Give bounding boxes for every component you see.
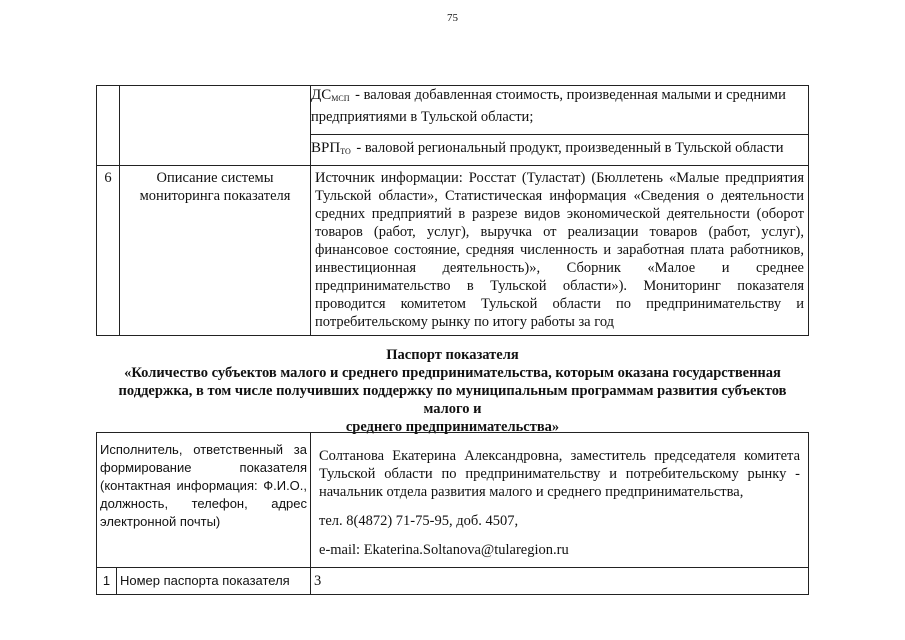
empty-label-cell <box>120 86 311 166</box>
passport-subtitle-line: «Количество субъектов малого и среднего предпринимательства, которым оказана государственная <box>124 365 781 381</box>
executor-label-cell <box>97 433 311 568</box>
passport-title: Паспорт показателя <box>386 347 519 363</box>
formula-symbol: ДС <box>311 87 332 103</box>
formula-symbol: ВРП <box>311 140 341 156</box>
row-number-cell <box>97 568 117 595</box>
row-number-cell <box>97 166 120 336</box>
empty-number-cell <box>97 86 120 166</box>
passport-subtitle-line: поддержка, в том числе получивших поддержку по муниципальным программам развития субъектов малого и <box>118 383 787 417</box>
formula-definition-vrpto <box>311 135 809 166</box>
formula-subscript: ТО <box>340 147 351 156</box>
row-number: 6 <box>104 170 112 186</box>
executor-phone: тел. 8(4872) 71-75-95, доб. 4507, <box>319 513 519 529</box>
passport-number: 3 <box>314 573 322 589</box>
executor-name-position: Солтанова Екатерина Александровна, заместитель председателя комитета Тульской области по предпринимательству и потребительскому рынку - начальник отдела развития малого и среднего предпринимательства, <box>319 448 801 500</box>
passport-subtitle-line: среднего предпринимательства» <box>345 419 560 435</box>
formula-definition-dsmsp <box>311 86 809 135</box>
executor-info-cell <box>311 433 809 568</box>
passport-table <box>96 432 809 595</box>
formula-text: - валовой региональный продукт, произведенный в Тульской области <box>352 140 784 156</box>
table-row <box>97 166 809 336</box>
executor-info <box>311 433 808 567</box>
table-row <box>97 433 809 568</box>
formula-text-continued: предприятиями в Тульской области; <box>311 109 534 125</box>
row-label-cell <box>120 166 311 336</box>
row-label: Номер паспорта показателя <box>120 573 290 588</box>
row-number: 1 <box>102 573 111 588</box>
formula-subscript: МСП <box>331 94 350 103</box>
passport-heading <box>100 346 805 436</box>
executor-label: Исполнитель, ответственный за формирование показателя (контактная информация: Ф.И.О., должность, телефон, адрес электронной почты) <box>100 442 308 529</box>
indicator-table-continued <box>96 85 809 336</box>
executor-email: e-mail: Ekaterina.Soltanova@tularegion.ru <box>319 542 569 558</box>
table-row <box>97 568 809 595</box>
monitoring-description: Источник информации: Росстат (Туластат) (Бюллетень «Малые предприятия Тульской области», Статистическая информация «Сведения о деятельности средних предприятий в разрезе видов экономической деятельности (оборот товаров (работ, услуг), выручка от реализации товаров (работ, услуг), финансовое состояние, средняя численность и заработная плата работников, инвестиционная деятельность)», Сборник «Малое и среднее предпринимательство в Тульской области»). Мониторинг показателя проводится комитетом Тульской области по предпринимательству и потребительскому рынку по итогу работы за год <box>315 170 804 330</box>
passport-number-cell <box>311 568 809 595</box>
page-number: 75 <box>447 12 458 24</box>
row-label-cell <box>117 568 311 595</box>
row-label: Описание системы мониторинга показателя <box>139 170 291 204</box>
table-row <box>97 86 809 135</box>
formula-text: - валовая добавленная стоимость, произведенная малыми и средними <box>351 87 786 103</box>
monitoring-description-cell <box>311 166 809 336</box>
